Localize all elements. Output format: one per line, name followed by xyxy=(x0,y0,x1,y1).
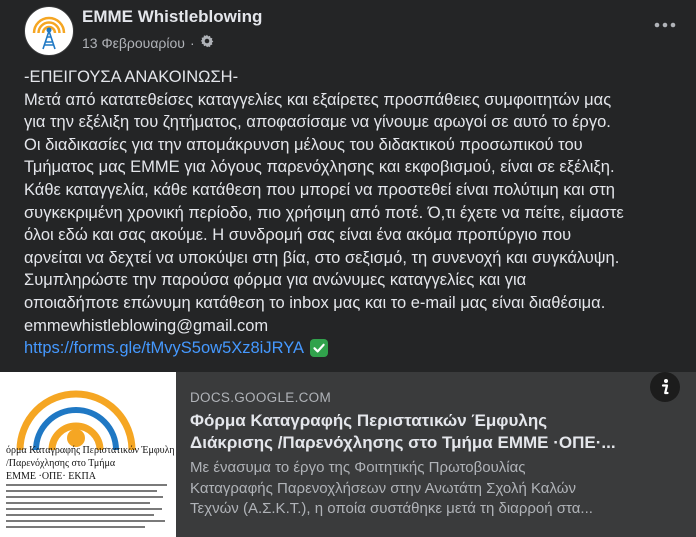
preview-title-line: Διάκρισης /Παρενόχλησης στο Τμήμα ΕΜΜΕ ·ΟΠΕ·... xyxy=(190,433,616,452)
page-name-link[interactable]: EMME Whistleblowing xyxy=(82,7,263,26)
post-meta xyxy=(82,34,214,51)
preview-thumbnail xyxy=(0,372,176,537)
post-text-line: Συμπληρώστε την παρούσα φόρμα για ανώνυμες καταγγελίες και για xyxy=(24,271,527,290)
info-icon[interactable] xyxy=(650,372,680,402)
post-text-line: αρνείται να δεχτεί να υποκύψει στη βία, στο σεξισμό, τη συνενοχή και συγκάλυψη. xyxy=(24,248,620,267)
preview-description-line: Με ένασυμα το έργο της Φοιτητικής Πρωτοβουλίας xyxy=(190,459,526,476)
link-preview-card[interactable] xyxy=(0,372,696,537)
post-email: emmewhistleblowing@gmail.com xyxy=(24,316,269,335)
form-link[interactable]: https://forms.gle/tMvyS5ow5Xz8iJRYA xyxy=(24,339,304,358)
post-body xyxy=(24,66,684,360)
thumbnail-text: ΕΜΜΕ ·ΟΠΕ· ΕΚΠΑ xyxy=(6,471,96,482)
preview-description xyxy=(190,458,680,520)
preview-title[interactable] xyxy=(190,410,680,454)
preview-domain: DOCS.GOOGLE.COM xyxy=(190,390,332,405)
post-text-line: συγκεκριμένη χρονική περίοδο, πιο χρήσιμη από ποτέ. Ό,τι έχετε να πείτε, είμαστε xyxy=(24,203,624,222)
meta-separator: · xyxy=(189,34,195,51)
preview-description-line: Τεχνών (Α.Σ.Κ.Τ.), η οποία συστάθηκε μετά τη διαρροή στα... xyxy=(190,500,593,517)
gear-icon[interactable] xyxy=(200,34,214,51)
post-text-line: Οι διαδικασίες για την απομάκρυνση μέλους του διδακτικού προσωπικού του xyxy=(24,135,583,154)
whistleblowing-logo-icon xyxy=(25,7,73,55)
post-date[interactable]: 13 Φεβρουαρίου xyxy=(82,34,185,51)
thumbnail-text: /Παρενόχλησης στο Τμήμα xyxy=(6,458,116,469)
verified-check-icon xyxy=(310,339,328,357)
thumbnail-body-text xyxy=(6,484,170,532)
preview-description-line: Καταγραφής Παρενοχλήσεων στην Ανωτάτη Σχολή Καλών xyxy=(190,479,576,497)
preview-title-line: Φόρμα Καταγραφής Περιστατικών Έμφυλης xyxy=(190,411,548,430)
more-options-icon[interactable] xyxy=(652,14,678,36)
thumbnail-text: όρμα Καταγραφής Περιστατικών Έμφυλη xyxy=(6,445,175,456)
post-text-line: Τμήματος μας ΕΜΜΕ για λόγους παρενόχλησης και εκφοβισμού, είναι σε εξέλιξη. xyxy=(24,158,615,177)
post-text-line: Κάθε καταγγελία, κάθε κατάθεση που μπορεί να προστεθεί είναι πολύτιμη και στη xyxy=(24,180,615,199)
post-text-line: Μετά από κατατεθείσες καταγγελίες και εξαίρετες προσπάθειες συμφοιτητών μας xyxy=(24,90,612,109)
post-text-line: όλοι εδώ και σας ακούμε. Η συνδρομή σας είναι ένα ακόμα προπύργιο που xyxy=(24,226,572,245)
post-text-line: -ΕΠΕΙΓΟΥΣΑ ΑΝΑΚΟΙΝΩΣΗ- xyxy=(24,68,239,86)
post-header xyxy=(0,0,696,62)
page-avatar[interactable] xyxy=(24,6,74,56)
post-link-line xyxy=(24,337,684,360)
post-text-line: για την εξέλιξη του ζητήματος, αποφασίσαμε να γίνουμε αρωγοί σε αυτό το έργο. xyxy=(24,113,611,132)
post-text-line: οποιαδήποτε επώνυμη κατάθεση το inbox μας και το e-mail μας είναι διαθέσιμα. xyxy=(24,293,606,312)
